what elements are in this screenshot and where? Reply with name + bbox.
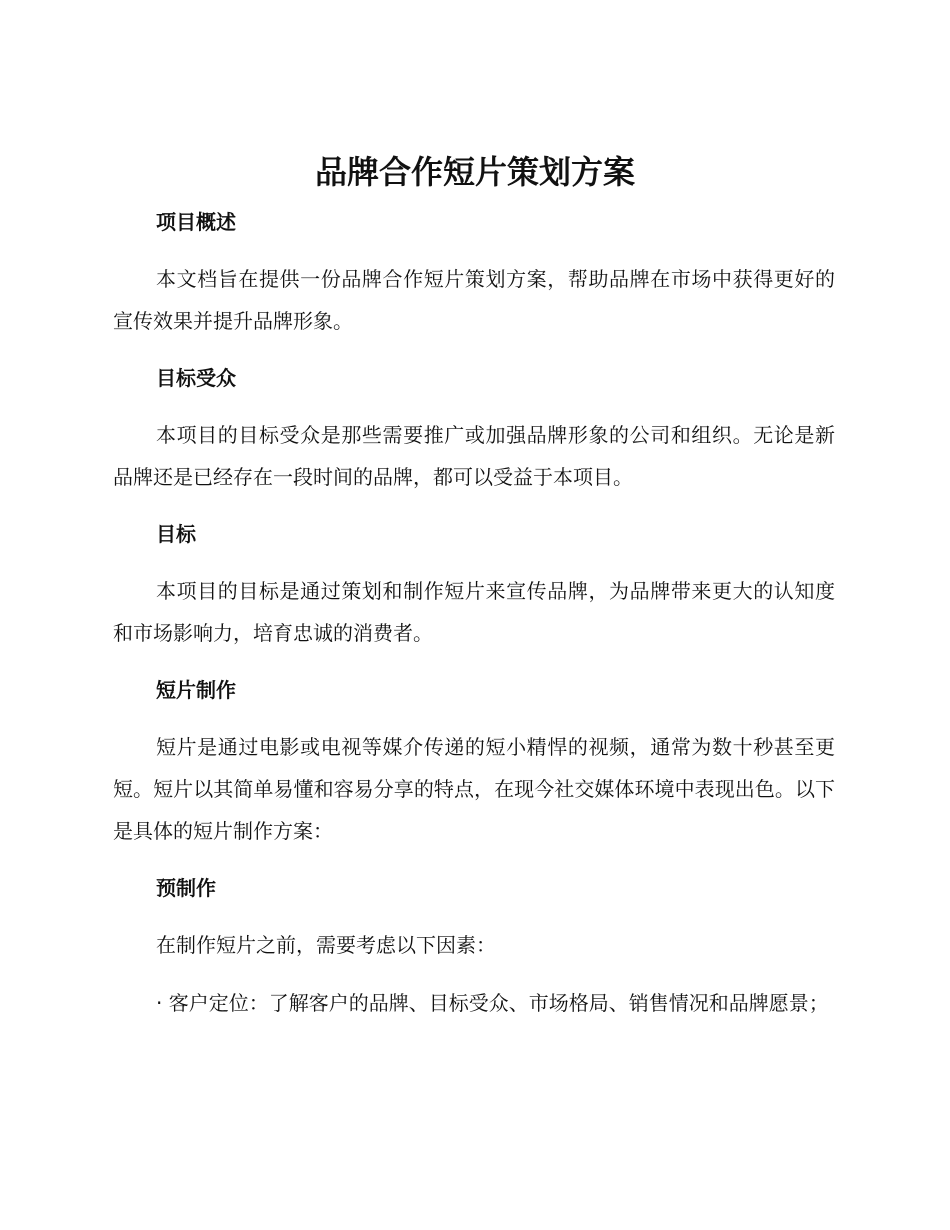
section-paragraph-preproduction: 在制作短片之前，需要考虑以下因素： [156,933,496,957]
document-body [113,202,835,1024]
section-paragraph-audience: 本项目的目标受众是那些需要推广或加强品牌形象的公司和组织。无论是新品牌还是已经存在一段时间的品牌，都可以受益于本项目。 [113,423,835,489]
section-paragraph-overview: 本文档旨在提供一份品牌合作短片策划方案，帮助品牌在市场中获得更好的宣传效果并提升品牌形象。 [113,267,835,333]
section-heading-goal: 目标 [156,522,196,546]
document-title: 品牌合作短片策划方案 [314,153,635,191]
section-paragraph-production: 短片是通过电影或电视等媒介传递的短小精悍的视频，通常为数十秒甚至更短。短片以其简单易懂和容易分享的特点，在现今社交媒体环境中表现出色。以下是具体的短片制作方案： [113,735,835,843]
section-heading-production: 短片制作 [156,678,236,702]
section-paragraph-goal: 本项目的目标是通过策划和制作短片来宣传品牌，为品牌带来更大的认知度和市场影响力，培育忠诚的消费者。 [113,579,835,645]
section-heading-preproduction: 预制作 [156,876,216,900]
section-heading-overview: 项目概述 [156,210,236,234]
bullet-item: · 客户定位：了解客户的品牌、目标受众、市场格局、销售情况和品牌愿景； [156,991,829,1015]
section-heading-audience: 目标受众 [156,366,236,390]
